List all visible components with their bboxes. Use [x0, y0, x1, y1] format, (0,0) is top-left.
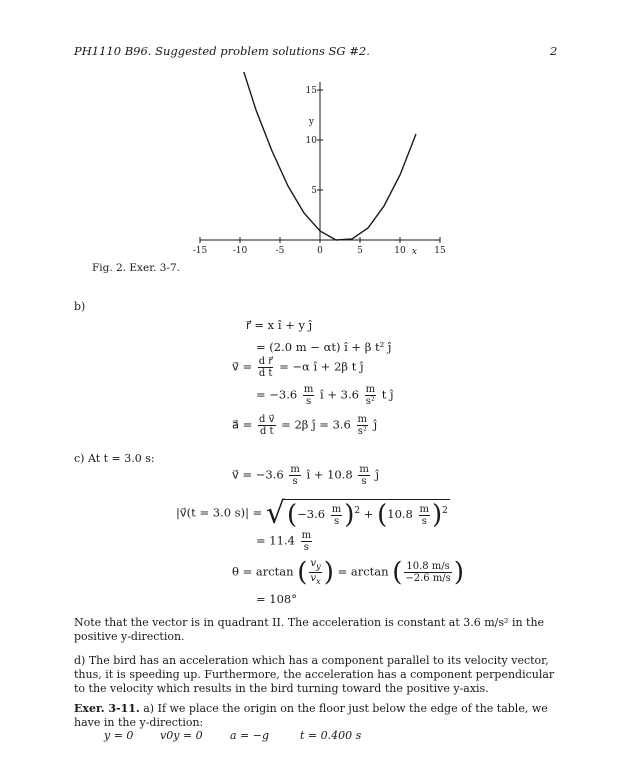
eq-part: î + 10.8 — [306, 467, 353, 482]
part-b-label: b) — [74, 300, 86, 313]
note-paragraph: Note that the vector is in quadrant II. The acceleration is constant at 3.6 m/s² in the positive y-direction. — [74, 616, 545, 643]
eq-angle-value: = 108° — [256, 592, 297, 606]
condition-a: a = −g — [230, 729, 270, 742]
condition-y: y = 0 — [104, 729, 134, 742]
exercise-text: a) If we place the origin on the floor just below the edge of the table, we have in the y-direction: — [74, 702, 548, 729]
figure-caption: Fig. 2. Exer. 3-7. — [92, 262, 180, 274]
trajectory-plot — [190, 72, 450, 262]
part-c-label: c) At t = 3.0 s: — [74, 452, 155, 465]
page-number: 2 — [550, 44, 558, 58]
unit-num: m — [290, 464, 300, 475]
eq-speed-value — [256, 530, 314, 553]
eq-accel-lhs: a⃗ = — [232, 417, 253, 432]
unit-den: s — [361, 476, 367, 487]
eq-velocity-lhs: v⃗ = — [232, 359, 253, 374]
x-tick-label: 5 — [357, 246, 363, 256]
eq-part: t ĵ — [381, 387, 394, 402]
unit-den: s — [292, 476, 298, 487]
unit-num: m — [303, 384, 314, 395]
unit-num: m — [365, 384, 376, 395]
frac-den: d t — [258, 368, 273, 379]
y-tick-label: 5 — [311, 186, 317, 196]
condition-t: t = 0.400 s — [300, 729, 362, 742]
exercise-title: Exer. 3-11. — [74, 702, 140, 715]
eq-speed-magnitude: |v⃗(t = 3.0 s)| = √(−3.6 $\frac{m}{s}$ )$^2$ + (10.8 $\frac{m}{s}$ )$^2$ — [176, 496, 448, 531]
frac-den: d t — [259, 426, 274, 437]
eq-part: î + 3.6 — [320, 387, 359, 402]
eq-velocity-at-3s: v⃗ = −3.6 $\frac{m}{s}$ î + 10.8 $\frac{m}{s}$ ĵ — [232, 464, 380, 487]
unit-den: s² — [357, 426, 367, 437]
x-tick-label: -5 — [275, 246, 285, 256]
unit-den: s — [303, 542, 309, 553]
eq-part: v⃗ = −3.6 — [232, 467, 284, 482]
eq-part: = 11.4 — [256, 533, 295, 548]
eq-acceleration: a⃗ = $\frac{\text{d v⃗}}{\text{d t}}$ = 2β ĵ = 3.6 $\frac{m}{\text{s²}}$ ĵ — [232, 414, 378, 437]
y-tick-label: 10 — [305, 136, 317, 146]
trajectory-curve — [240, 72, 416, 240]
eq-accel-rhs: = 2β ĵ = 3.6 — [281, 417, 351, 432]
unit-den: s² — [365, 396, 375, 407]
eq-position-def: r⃗ = x î + y ĵ — [246, 318, 313, 332]
y-tick-label: 15 — [305, 86, 317, 96]
eq-velocity-def — [232, 356, 364, 379]
x-tick-label: -15 — [192, 246, 208, 256]
condition-v0y: v0y = 0 — [160, 729, 203, 742]
unit-num: m — [301, 530, 312, 541]
x-tick-label: -10 — [232, 246, 248, 256]
page-header: PH1110 B96. Suggested problem solutions SG #2. — [74, 44, 370, 58]
eq-position-value: = (2.0 m − αt) î + β t² ĵ — [256, 340, 392, 354]
eq-velocity-rhs: = −α î + 2β t ĵ — [279, 359, 364, 374]
y-axis-label: y — [308, 117, 314, 127]
eq-angle-lhs: θ = arctan — [232, 564, 294, 579]
part-d-paragraph: d) The bird has an acceleration which has a component parallel to its velocity vector, thus, it is speeding up. Furthermore, the acceleration has a component perpendicular to the velocity which results in the bird turning toward the positive y-axis. — [74, 654, 555, 695]
frac-num: d v⃗ — [259, 414, 275, 425]
eq-part: = −3.6 — [256, 387, 298, 402]
eq-speed-lhs: |v⃗(t = 3.0 s)| = — [176, 505, 263, 520]
x-tick-label: 0 — [317, 246, 323, 256]
x-tick-label: 15 — [434, 246, 446, 256]
unit-num: m — [357, 414, 368, 425]
x-tick-label: 10 — [394, 246, 406, 256]
eq-angle: θ = arctan ( $\frac{v_y}{v_x}$ ) = arctan ( $\frac{10.8 m/s}{-2.6 m/s}$ ) — [232, 557, 464, 588]
frac-num: d r⃗ — [258, 356, 273, 367]
eq-angle-mid: = arctan — [337, 564, 389, 579]
eq-velocity-value — [256, 384, 394, 407]
unit-num: m — [359, 464, 369, 475]
x-axis-label: x — [411, 247, 417, 257]
exercise-3-11 — [74, 702, 562, 730]
unit-den: s — [306, 396, 312, 407]
